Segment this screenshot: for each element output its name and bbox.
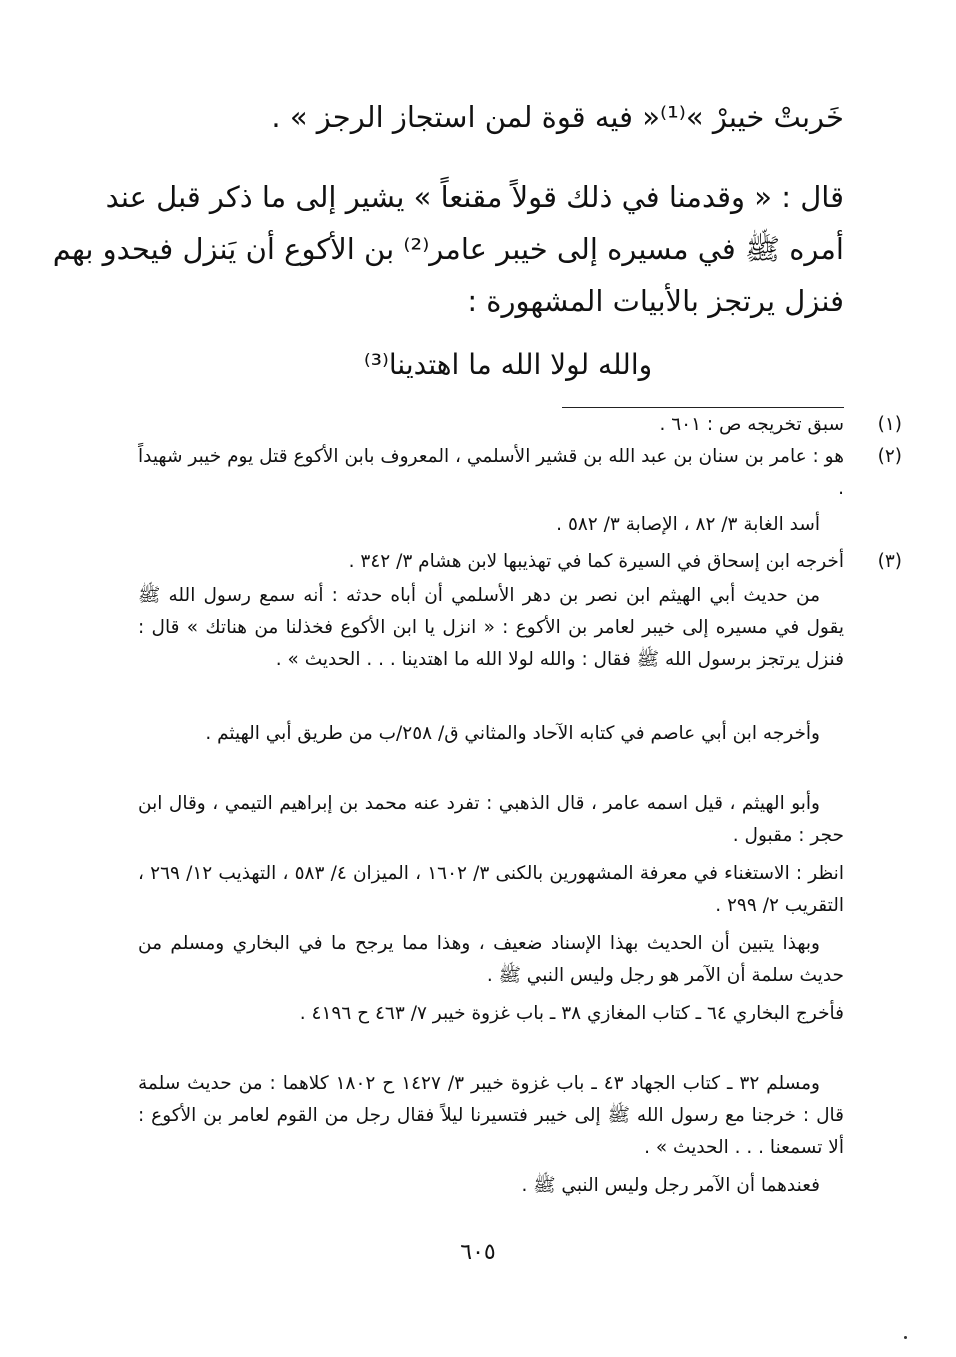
main-text-line-2: قال : « وقدمنا في ذلك قولاً مقنعاً » يشير إلى ما ذكر قبل عند bbox=[105, 180, 844, 214]
footnote-2-text: هو : عامر بن سنان بن عبد الله بن قشير الأسلمي ، المعروف بابن الأكوع قتل يوم خيبر شهيداً . bbox=[138, 446, 844, 499]
footnote-1 bbox=[138, 409, 902, 441]
footnote-3 bbox=[138, 546, 902, 578]
footnote-2-number: (٢) bbox=[877, 446, 902, 467]
footnote-2-references-text: أسد الغابة ٣/ ٨٢ ، الإصابة ٣/ ٥٨٢ . bbox=[556, 514, 820, 535]
main-text-line-4: فنزل يرتجز بالأبيات المشهورة : bbox=[467, 284, 844, 318]
footnote-3-paragraph-6: فأخرج البخاري ٦٤ ـ كتاب المغازي ٣٨ ـ باب غزوة خيبر ٧/ ٤٦٣ ح ٤١٩٦ . bbox=[299, 1003, 844, 1024]
footnote-2-references bbox=[138, 509, 844, 541]
footnote-1-text: سبق تخريجه ص : ٦٠١ . bbox=[659, 414, 844, 435]
footnote-3-paragraph-1: من حديث أبي الهيثم ابن نصر بن دهر الأسلمي أن أباه حدثه : أنه سمع رسول الله ﷺ يقول في مسيره إلى خيبر لعامر بن الأكوع : « انزل يا ابن الأكوع فخذلنا من هناتك » قال : فنزل يرتجز برسول الله ﷺ فقال : والله لولا الله ما اهتدينا . . . الحديث » . bbox=[138, 585, 844, 670]
footnote-3-number: (٣) bbox=[877, 551, 902, 572]
footnote-3-paragraph-7: ومسلم ٣٢ ـ كتاب الجهاد ٤٣ ـ باب غزوة خيبر ٣/ ١٤٢٧ ح ١٨٠٢ كلاهما : من حديث سلمة قال : خرجنا مع رسول الله ﷺ إلى خيبر فتسيرنا ليلاً فقال رجل من القوم لعامر بن الأكوع : ألا تسمعنا . . . الحديث » . bbox=[138, 1073, 844, 1158]
poem-verse: والله لولا الله ما اهتدينا⁽³⁾ bbox=[363, 348, 653, 381]
footnote-2 bbox=[138, 441, 902, 505]
footnote-divider bbox=[562, 407, 844, 408]
footnote-3-paragraph-2: وأخرجه ابن أبي عاصم في كتابه الآحاد والمثاني ق/ ٢٥٨/ب من طريق أبي الهيثم . bbox=[205, 723, 820, 744]
footnote-3-paragraph-8: فعندهما أن الآمر رجل وليس النبي ﷺ . bbox=[521, 1175, 820, 1196]
footnote-3-text: أخرجه ابن إسحاق في السيرة كما في تهذيبها لابن هشام ٣/ ٣٤٢ . bbox=[348, 551, 844, 572]
scan-speck bbox=[904, 1336, 907, 1339]
footnote-3-paragraph-3: وأبو الهيثم ، قيل اسمه عامر ، قال الذهبي : تفرد عنه محمد بن إبراهيم التيمي ، وقال ابن حجر : مقبول . bbox=[138, 793, 844, 846]
page-number: ٦٠٥ bbox=[460, 1240, 496, 1265]
main-text-line-3: أمره ﷺ في مسيره إلى خيبر عامر⁽²⁾ بن الأكوع أن يَنزل فيحدو بهم bbox=[52, 232, 844, 266]
footnote-1-number: (١) bbox=[877, 414, 902, 435]
main-text-line-1: خَربتْ خيبرْ »⁽¹⁾« فيه قوة لمن استجاز الرجز » . bbox=[271, 100, 844, 134]
footnote-3-paragraph-5: وبهذا يتبين أن الحديث بهذا الإسناد ضعيف ، وهذا مما يرجح ما في البخاري ومسلم من حديث سلمة أن الآمر هو رجل وليس النبي ﷺ . bbox=[138, 933, 844, 986]
footnote-3-paragraph-4: انظر : الاستغناء في معرفة المشهورين بالكنى ٣/ ١٦٠٢ ، الميزان ٤/ ٥٨٣ ، التهذيب ١٢/ ٢٦٩ ، التقريب ٢/ ٢٩٩ . bbox=[138, 863, 844, 916]
